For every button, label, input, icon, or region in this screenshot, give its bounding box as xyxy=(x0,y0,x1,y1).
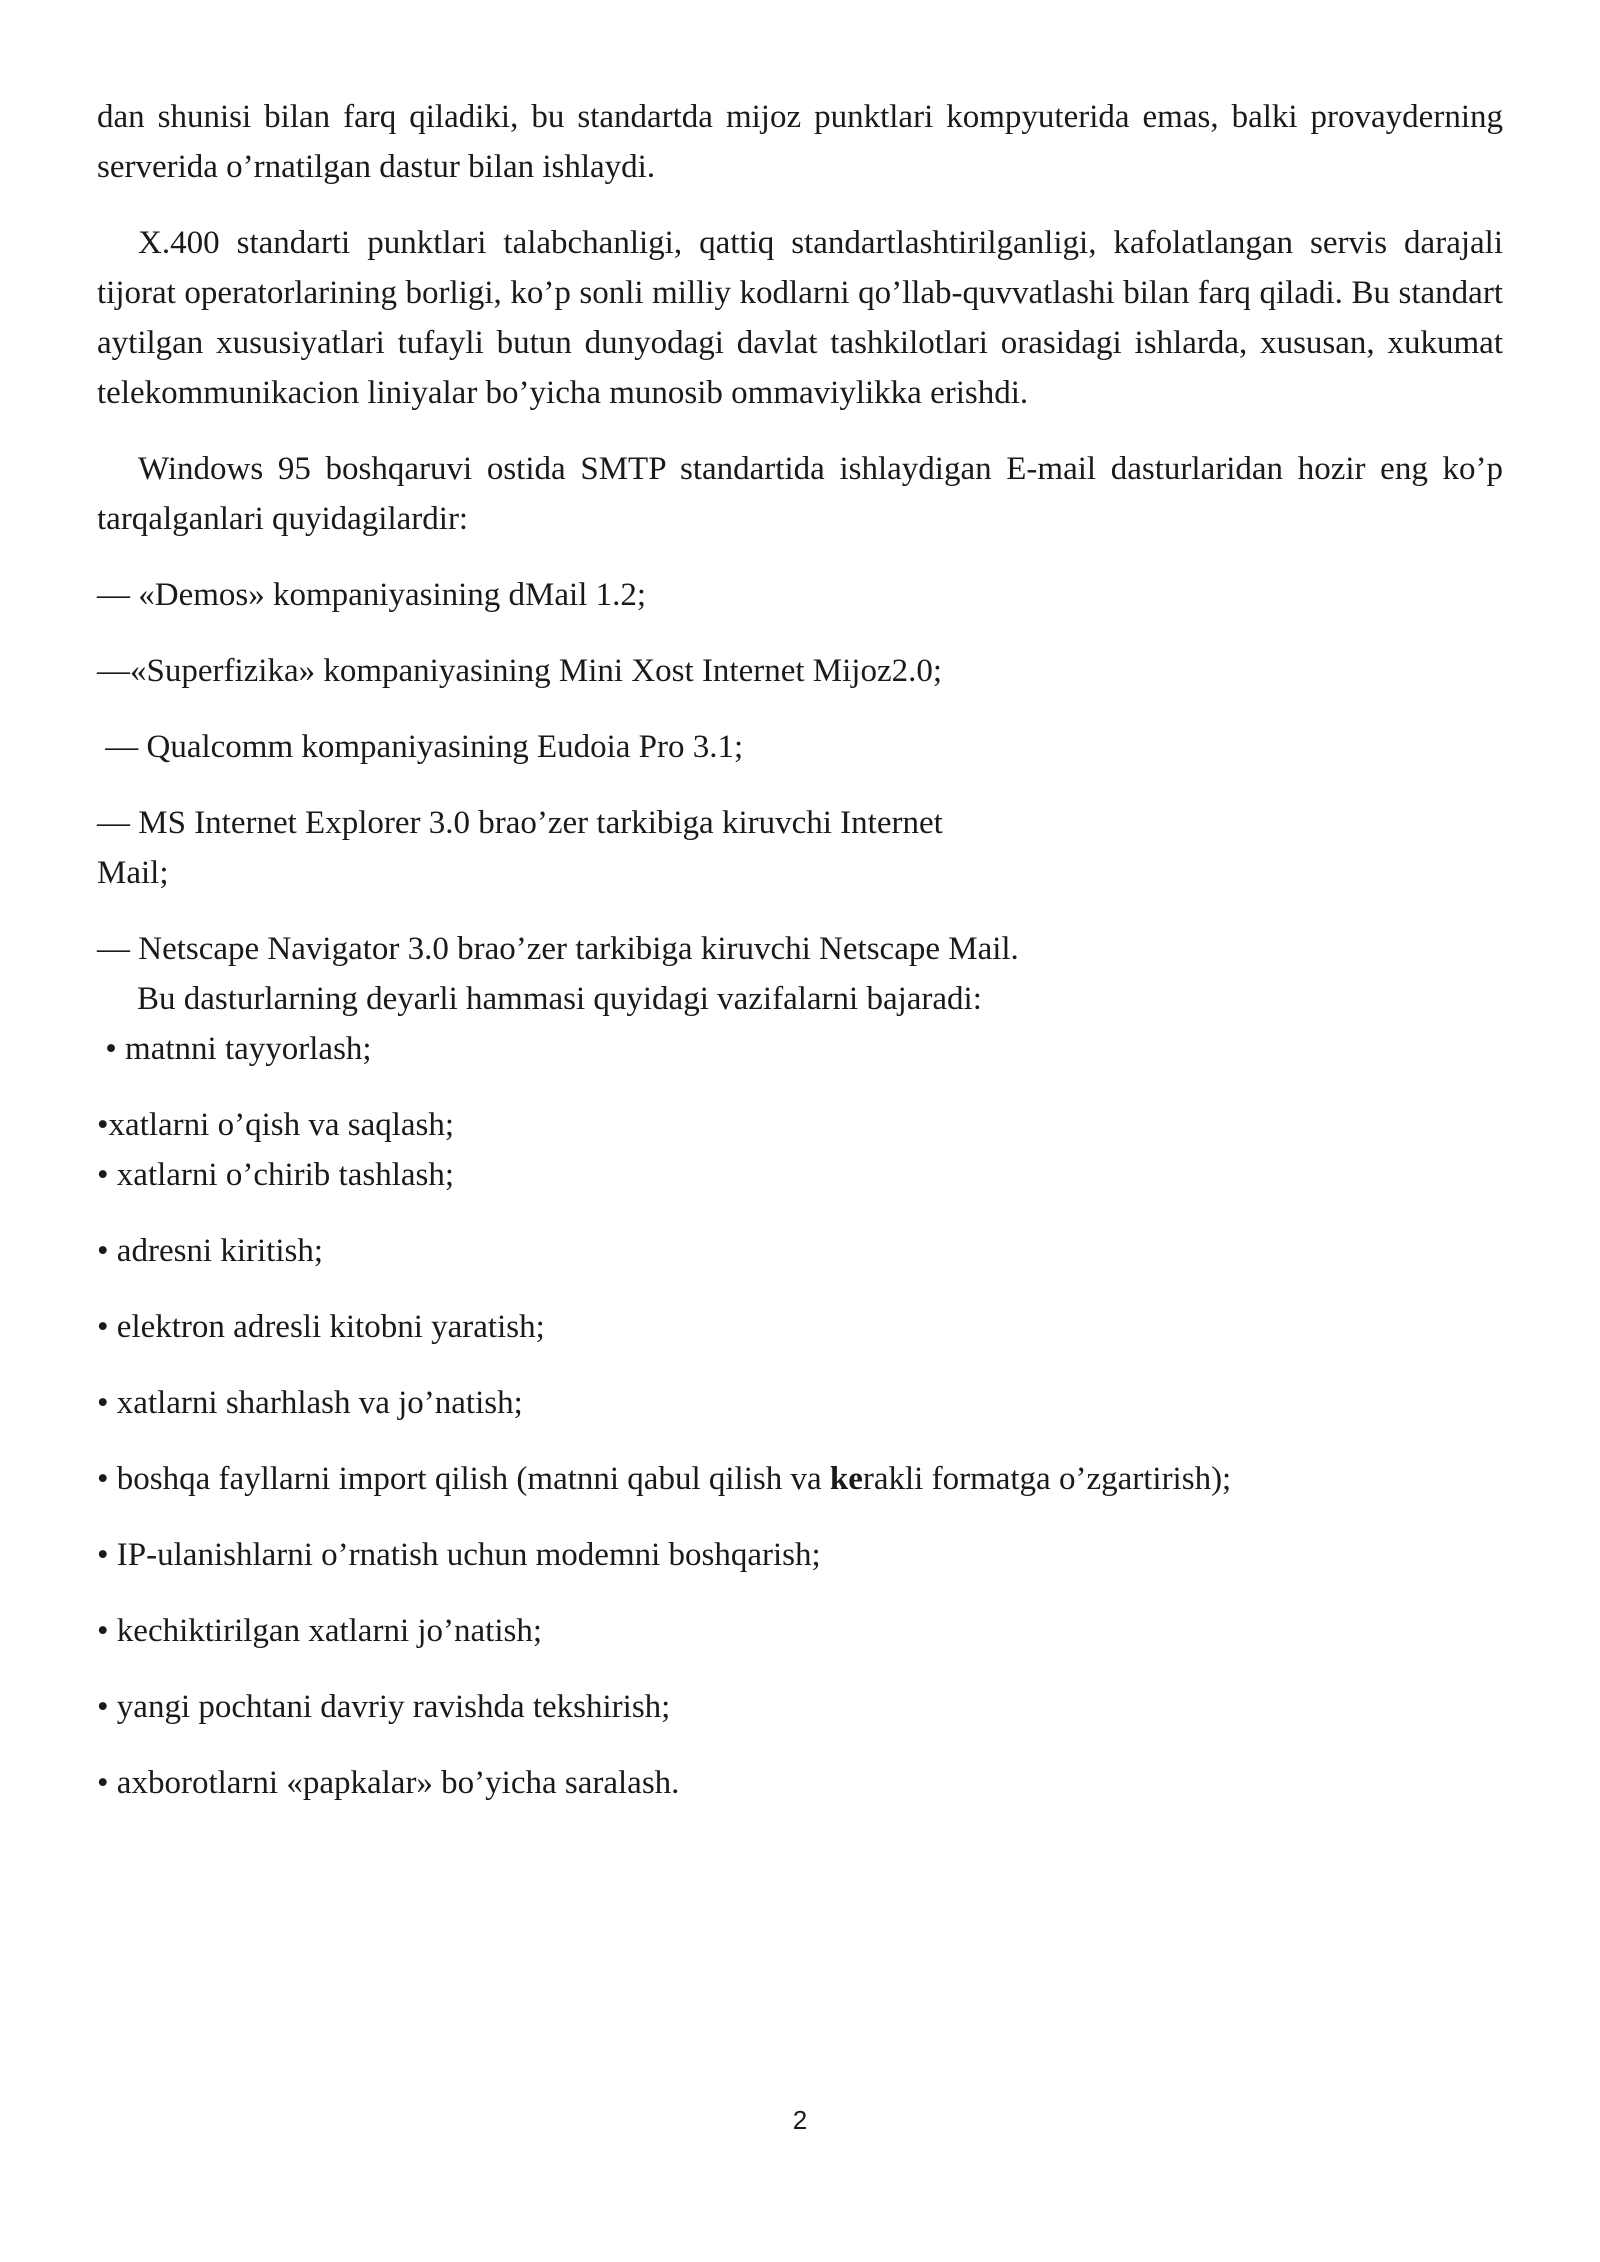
list-item-address-book: • elektron adresli kitobni yaratish; xyxy=(97,1309,545,1345)
functions-list xyxy=(97,1024,1503,1808)
list-item-modem-control: • IP-ulanishlarni o’rnatish uchun modemni boshqarish; xyxy=(97,1537,821,1573)
list-item-dmail: — «Demos» kompaniyasining dMail 1.2; xyxy=(97,577,647,613)
paragraph-windows95: Windows 95 boshqaruvi ostida SMTP standartida ishlaydigan E-mail dasturlaridan hozir eng ko’p tarqalganlari quyidagilardir: xyxy=(97,451,1503,537)
list-item-mini-xost: —«Superfizika» kompaniyasining Mini Xost Internet Mijoz2.0; xyxy=(97,653,943,689)
paragraph-intro-continuation: dan shunisi bilan farq qiladiki, bu standartda mijoz punktlari kompyuterida emas, balki provayderning serverida o’rnatilgan dastur bilan ishlaydi. xyxy=(97,99,1503,185)
list-item-eudora: — Qualcomm kompaniyasining Eudoia Pro 3.1; xyxy=(97,729,744,765)
list-item-delete: • xatlarni o’chirib tashlash; xyxy=(97,1157,455,1193)
functions-intro: Bu dasturlarning deyarli hammasi quyidagi vazifalarni bajaradi: xyxy=(137,981,982,1017)
list-item-delayed-send: • kechiktirilgan xatlarni jo’natish; xyxy=(97,1613,543,1649)
page-number: 2 xyxy=(792,2105,808,2135)
list-item-prepare-text: • matnni tayyorlash; xyxy=(97,1031,372,1067)
list-item-internet-mail: — MS Internet Explorer 3.0 brao’zer tarkibiga kiruvchi Internet Mail; xyxy=(97,805,943,891)
email-programs-list xyxy=(97,570,1503,974)
paragraph-x400: X.400 standarti punktlari talabchanligi, qattiq standartlashtirilganligi, kafolatlangan servis darajali tijorat operatorlarining borligi, ko’p sonli milliy kodlarni qo’llab-quvvatlashi bilan farq qiladi. Bu standart aytilgan xususiyatlari tufayli butun dunyodagi davlat tashkilotlari orasidagi ishlarda, xususan, xukumat telekommunikacion liniyalar bo’yicha munosib ommaviylikka erishdi. xyxy=(97,225,1503,411)
list-item-sort-folders: • axborotlarni «papkalar» bo’yicha saralash. xyxy=(97,1765,680,1801)
list-item-import-files xyxy=(97,1454,1503,1504)
list-item-comment-send: • xatlarni sharhlash va jo’natish; xyxy=(97,1385,523,1421)
import-text-after: rakli formatga o’zgartirish); xyxy=(862,1461,1232,1497)
list-item-check-mail: • yangi pochtani davriy ravishda tekshirish; xyxy=(97,1689,671,1725)
list-item-netscape-mail: — Netscape Navigator 3.0 brao’zer tarkibiga kiruvchi Netscape Mail. xyxy=(97,931,1019,967)
list-item-read-save: •xatlarni o’qish va saqlash; xyxy=(97,1107,455,1143)
list-item-enter-address: • adresni kiritish; xyxy=(97,1233,324,1269)
import-text-bold: ke xyxy=(829,1461,863,1497)
import-text-before: • boshqa fayllarni import qilish (matnni qabul qilish va xyxy=(97,1461,830,1497)
document-page xyxy=(97,92,1503,1834)
